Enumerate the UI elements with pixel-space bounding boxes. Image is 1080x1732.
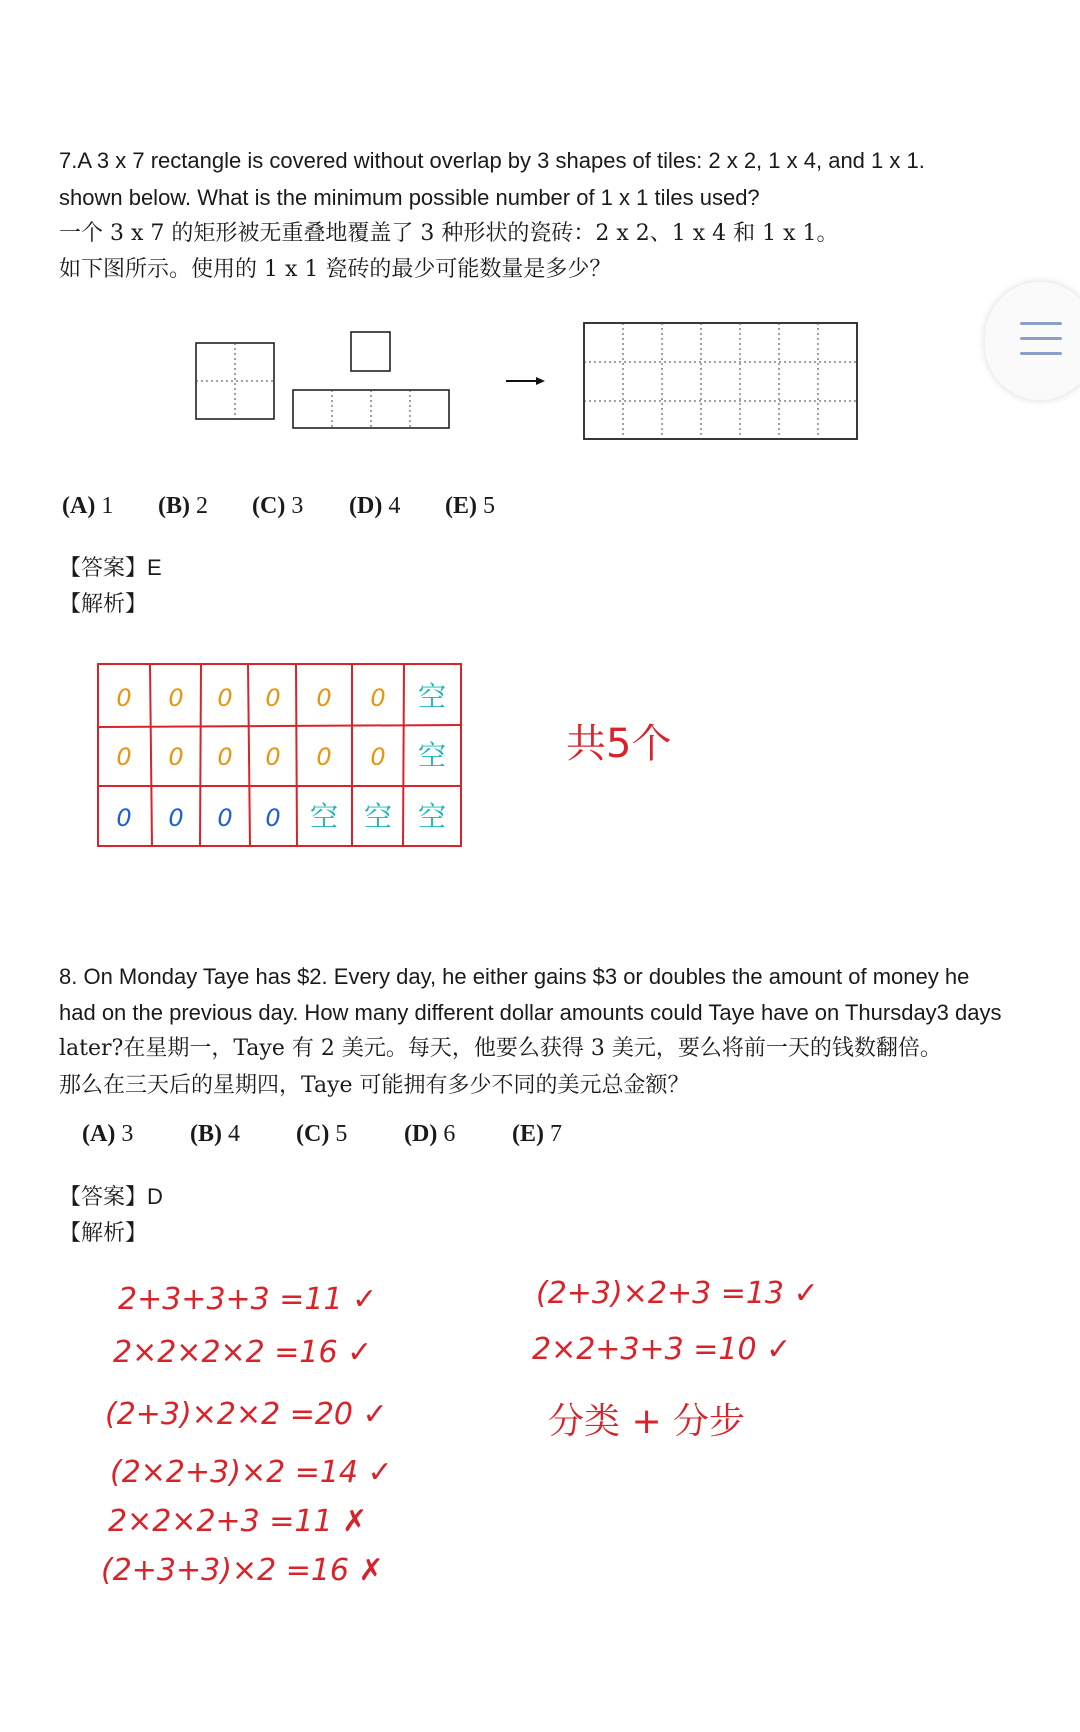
q7-line-3: 一个 3 x 7 的矩形被无重叠地覆盖了 3 种形状的瓷砖：2 x 2、1 x 4 和 1 x 1。 [59,221,839,246]
q8-choice-b: (B) 4 [190,1121,240,1147]
grid-mark: 0 [116,684,132,712]
handwritten-grid [0,640,1080,860]
q7-note: 共5个 [566,721,672,767]
work-line-4: (2×2+3)×2 =14 ✓ [110,1455,393,1490]
q7-line-2: shown below. What is the minimum possible number of 1 x 1 tiles used? [59,185,760,210]
grid-mark: 0 [316,743,332,771]
grid-mark: 0 [168,804,184,832]
grid-mark: 0 [116,804,132,832]
q8-choice-d: (D) 6 [404,1121,456,1147]
q7-choice-d: (D) 4 [349,493,401,519]
grid-mark: 0 [168,684,184,712]
work-line-2: 2×2×2×2 =16 ✓ [113,1335,373,1370]
grid-mark: 0 [168,743,184,771]
q7-line-1: 7.A 3 x 7 rectangle is covered without overlap by 3 shapes of tiles: 2 x 2, 1 x 4, and 1 x 1. [59,148,925,173]
work-line-1: 2+3+3+3 =11 ✓ [118,1282,378,1317]
q7-choice-e: (E) 5 [445,493,495,519]
work-line-6: (2+3+3)×2 =16 ✗ [101,1553,384,1588]
grid-mark: 0 [217,684,233,712]
grid-mark: 0 [265,684,281,712]
q8-line-2: had on the previous day. How many different dollar amounts could Taye have on Thursday3 days [59,1000,1002,1025]
q8-choice-a: (A) 3 [82,1121,134,1147]
grid-mark: 空 [417,800,447,833]
q8-line-1: 8. On Monday Taye has $2. Every day, he either gains $3 or doubles the amount of money he [59,964,970,989]
work-right-1: (2+3)×2+3 =13 ✓ [536,1276,819,1311]
grid-mark: 0 [316,684,332,712]
q7-answer: 【答案】E [59,555,162,581]
grid-mark: 0 [265,804,281,832]
grid-mark: 0 [370,684,386,712]
q7-line-4: 如下图所示。使用的 1 x 1 瓷砖的最少可能数量是多少？ [59,257,612,282]
work-line-3: (2+3)×2×2 =20 ✓ [105,1397,388,1432]
grid-mark: 空 [417,680,447,713]
q8-answer: 【答案】D [59,1184,163,1210]
grid-mark: 空 [309,800,339,833]
q8-line-3: later?在星期一，Taye 有 2 美元。每天，他要么获得 3 美元，要么将前一天的钱数翻倍。 [59,1036,942,1061]
q7-choice-b: (B) 2 [158,493,208,519]
tile-1x1 [351,332,390,371]
grid-mark: 0 [217,743,233,771]
grid-mark: 0 [217,804,233,832]
tiles-figure [0,0,1080,460]
grid-mark: 空 [363,800,393,833]
q7-choice-c: (C) 3 [252,493,304,519]
q8-line-4: 那么在三天后的星期四，Taye 可能拥有多少不同的美元总金额？ [59,1073,690,1098]
q8-analysis-label: 【解析】 [59,1221,148,1246]
q8-choice-e: (E) 7 [512,1121,562,1147]
work-right-3: 分类 + 分步 [548,1401,746,1442]
grid-mark: 0 [265,743,281,771]
rectangle-3x7 [584,323,857,439]
grid-mark: 0 [116,743,132,771]
q8-choice-c: (C) 5 [296,1121,348,1147]
q7-choice-a: (A) 1 [62,493,114,519]
grid-mark: 空 [417,739,447,772]
work-line-5: 2×2×2+3 =11 ✗ [108,1504,368,1539]
q7-analysis-label: 【解析】 [59,592,148,617]
grid-mark: 0 [370,743,386,771]
work-right-2: 2×2+3+3 =10 ✓ [532,1332,792,1367]
